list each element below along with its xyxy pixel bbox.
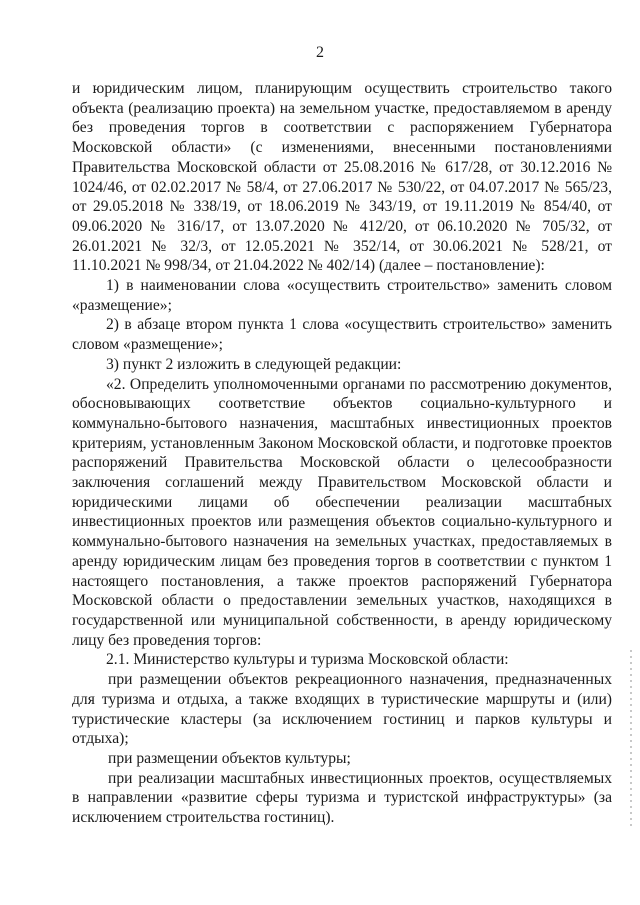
- amendment-item-2: 2) в абзаце втором пункта 1 слова «осуществить строительство» заменить словом «размещение»;: [72, 316, 612, 354]
- clause-2-1-heading: 2.1. Министерство культуры и туризма Московской области:: [106, 651, 509, 669]
- clause-2-1-item-culture: при размещении объектов культуры;: [108, 749, 351, 767]
- amendment-item-1: 1) в наименовании слова «осуществить строительство» заменить словом «размещение»;: [72, 277, 612, 314]
- scan-margin-mark: [630, 650, 632, 830]
- new-clause-2-paragraph: «2. Определить уполномоченными органами по рассмотрению документов, обосновывающих соответствие объектов социально-культурного и коммунально-бытового назначения, масштабных инвестиционных проектов критериям, установленным Законом Московской области, и подготовке проектов распоряжений Правительства Московской области о целесообразности заключения соглашений между Правительством Московской области и юридическими лицами об обеспечении реализации масштабных инвестиционных проектов или размещения объектов социально-культурного и коммунально-бытового назначения на земельных участках, предоставляемых в аренду юридическим лицам без проведения торгов в соответствии с пунктом 1 настоящего постановления, а также проектов распоряжений Губернатора Московской области о предоставлении земельных участков, находящихся в государственной или муниципальной собственности, в аренду юридическому лицу без проведения торгов:: [72, 375, 612, 649]
- intro-paragraph: и юридическим лицом, планирующим осуществить строительство такого объекта (реализацию проекта) на земельном участке, предоставляемом в аренду без проведения торгов в соответствии с распоряжением Губернатора Московской области» (с изменениями, внесенными постановлениями Правительства Московской области от 25.08.2016 № 617/28, от 30.12.2016 № 1024/46, от 02.02.2017 № 58/4, от 27.06.2017 № 530/22, от 04.07.2017 № 565/23, от 29.05.2018 № 338/19, от 18.06.2019 № 343/19, от 19.11.2019 № 854/40, от 09.06.2020 № 316/17, от 13.07.2020 № 412/20, от 06.10.2020 № 705/32, от 26.01.2021 № 32/3, от 12.05.2021 № 352/14, от 30.06.2021 № 528/21, от 11.10.2021 № 998/34, от 21.04.2022 № 402/14) (далее – постановление):: [72, 80, 612, 275]
- page-number: 2: [316, 44, 324, 61]
- clause-2-1-item-tourism-projects: при реализации масштабных инвестиционных проектов, осуществляемых в направлении «развитие сферы туризма и туристской инфраструктуры» (за исключением строительства гостиниц).: [72, 769, 612, 827]
- amendment-item-3: 3) пункт 2 изложить в следующей редакции:: [106, 355, 402, 373]
- clause-2-1-item-recreation: при размещении объектов рекреационного назначения, предназначенных для туризма и отдыха, а также входящих в туристические маршруты и (или) туристические кластеры (за исключением гостиниц и парков культуры и отдыха);: [72, 671, 612, 748]
- document-body: [72, 79, 612, 828]
